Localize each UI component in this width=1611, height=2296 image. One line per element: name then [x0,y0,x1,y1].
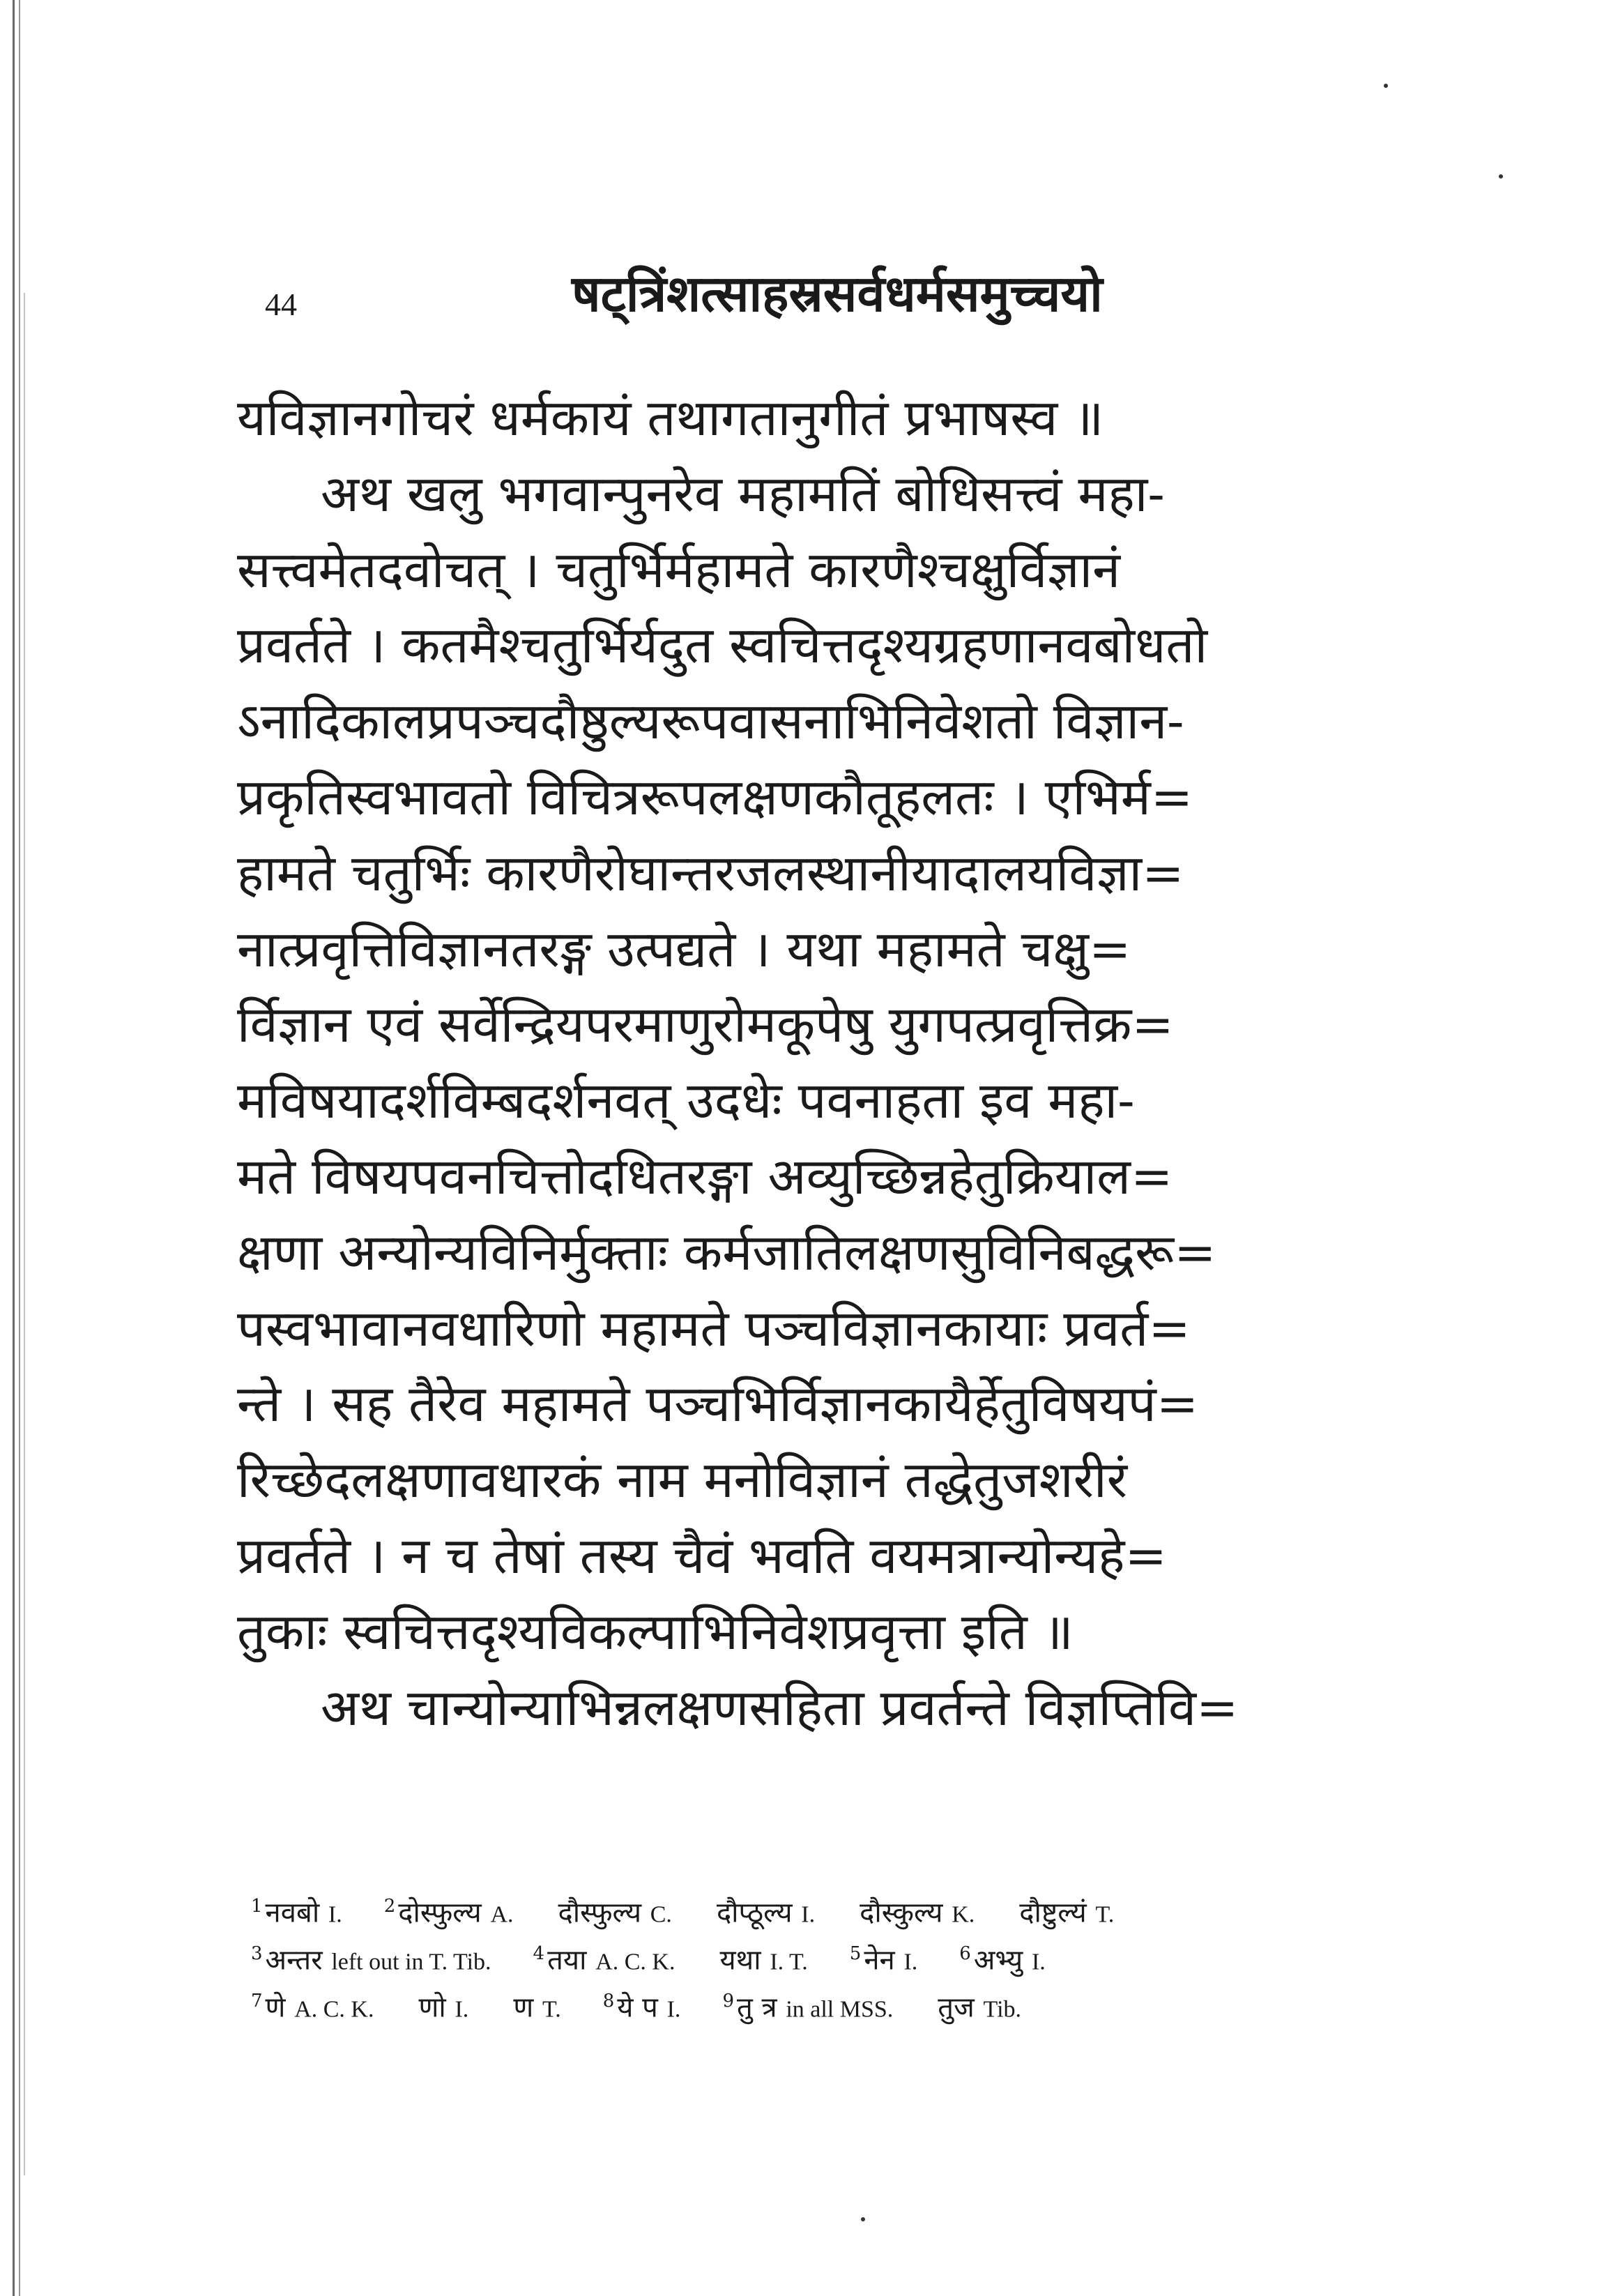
footnote-mark: 9 [722,1991,734,2012]
footnote-source: Tib. [983,1996,1022,2023]
footnote-source: C. [650,1901,672,1928]
footnote-mark: 7 [251,1991,263,2012]
print-speck [1384,84,1388,88]
footnote-source: T. [1095,1901,1115,1928]
running-head: षट्त्रिंशत्साहस्रसर्वधर्मसमुच्चयो [572,264,1103,323]
footnote-variant: अभ्यु [973,1944,1023,1977]
footnote-variant: यथा [719,1944,761,1977]
footnote-source: I. [1031,1949,1046,1975]
footnote-item [384,1883,514,1930]
footnote-item [251,1977,374,2025]
footnote-source: left out in T. Tib. [331,1949,491,1975]
text-line: प्रवर्तते । न च तेषां तस्य चैवं भवति वयमत्रान्योन्यहे= [237,1526,1167,1585]
footnote-variant: दौष्टुल्यं [1019,1896,1087,1929]
footnote-item [850,1930,918,1977]
footnote-source: I. T. [770,1949,808,1975]
footnote-variant: नेन [864,1944,895,1977]
footnote-item [533,1930,675,1977]
footnote-variant: ण [513,1991,534,2024]
footnote-mark: 6 [959,1943,971,1964]
page-number: 44 [265,287,297,322]
text-line: र्विज्ञान एवं सर्वेन्द्रियपरमाणुरोमकूपेषु युगपत्प्रवृत्तिक्र= [237,995,1174,1054]
footnote-source: I. [801,1901,816,1928]
footnotes [251,1883,1436,2025]
footnote-variant: णो [418,1991,446,2024]
footnote-item [251,1883,342,1930]
footnote-item [1016,1883,1114,1930]
footnote-item [717,1930,807,1977]
footnote-variant: तुज [938,1991,975,2024]
footnote-source: A. C. K. [595,1949,675,1975]
footnote-line [251,1977,1436,2025]
text-line: प्रवर्तते । कतमैश्चतुर्भिर्यदुत स्वचित्तदृश्यग्रहणानवबोधतो [237,616,1208,675]
footnote-item [857,1883,975,1930]
footnote-line [251,1930,1436,1977]
footnote-variant: तु त्र [736,1991,777,2024]
text-line: प्रकृतिस्वभावतो विचित्ररूपलक्षणकौतूहलतः । एभिर्म= [237,767,1193,826]
footnote-source: I. [666,1996,681,2023]
footnote-item [556,1883,672,1930]
print-speck [1499,174,1503,178]
footnote-variant: दौप्ठूल्य [716,1896,793,1929]
footnote-line [251,1883,1436,1930]
text-line: क्षणा अन्योन्यविनिर्मुक्ताः कर्मजातिलक्षणसुविनिबद्धरू= [237,1222,1216,1282]
footnote-variant: दौस्फुल्य [558,1896,642,1929]
footnote-variant: णे [265,1991,286,2024]
footnote-source: I. [328,1901,342,1928]
footnote-mark: 5 [849,1943,862,1964]
footnote-item [603,1977,681,2025]
text-line: ऽनादिकालप्रपञ्चदौष्ठुल्यरूपवासनाभिनिवेशतो विज्ञान- [237,692,1184,751]
footnote-mark: 3 [251,1943,263,1964]
footnote-item [510,1977,560,2025]
footnote-variant: दोस्फुल्य [398,1896,482,1929]
text-line: हामते चतुर्भिः कारणैरोघान्तरजलस्थानीयादालयविज्ञा= [237,843,1184,902]
text-line: नात्प्रवृत्तिविज्ञानतरङ्ग उत्पद्यते । यथा महामते चक्षु= [237,919,1131,978]
footnote-source: A. C. K. [294,1996,374,2023]
footnote-variant: अन्तर [265,1944,323,1977]
footnote-variant: तया [547,1944,587,1977]
footnote-variant: नवबो [265,1896,320,1929]
text-line: सत्त्वमेतदवोचत् । चतुर्भिर्महामते कारणैश्चक्षुर्विज्ञानं [237,540,1121,599]
footnote-mark: 4 [533,1943,545,1964]
footnote-variant: ये प [617,1991,658,2024]
footnote-item [935,1977,1021,2025]
footnote-mark: 1 [251,1896,263,1917]
footnote-source: I. [455,1996,469,2023]
print-speck [861,2217,865,2221]
footnote-mark: 2 [383,1896,396,1917]
footnote-item [959,1930,1046,1977]
text-line: मते विषयपवनचित्तोदधितरङ्गा अव्युच्छिन्नहेतुक्रियाल= [237,1146,1173,1206]
text-line: न्ते । सह तैरेव महामते पञ्चभिर्विज्ञानकायैर्हेतुविषयपं= [237,1374,1199,1434]
footnote-item [722,1977,893,2025]
footnote-item [251,1930,491,1977]
text-line: पस्वभावानवधारिणो महामते पञ्चविज्ञानकायाः प्रवर्त= [237,1298,1191,1358]
text-line: रिच्छेदलक्षणावधारकं नाम मनोविज्ञानं तद्धेतुजशरीरं [237,1450,1128,1510]
footnote-source: K. [952,1901,975,1928]
footnote-variant: दौस्कुल्य [860,1896,943,1929]
text-line: अथ चान्योन्याभिन्नलक्षणसहिता प्रवर्तन्ते विज्ञप्तिवि= [321,1678,1239,1737]
footnote-source: T. [542,1996,561,2023]
footnote-source: A. [490,1901,514,1928]
footnote-item [415,1977,468,2025]
text-line: अथ खलु भगवान्पुनरेव महामतिं बोधिसत्त्वं महा- [321,464,1165,523]
footnote-source: in all MSS. [786,1996,894,2023]
footnote-mark: 8 [602,1991,615,2012]
text-line: मविषयादर्शविम्बदर्शनवत् उदधेः पवनाहता इव महा- [237,1071,1135,1130]
footnote-source: I. [903,1949,918,1975]
text-line: तुकाः स्वचित्तदृश्यविकल्पाभिनिवेशप्रवृत्ता इति ॥ [237,1602,1074,1661]
footnote-item [714,1883,815,1930]
text-line: यविज्ञानगोचरं धर्मकायं तथागतानुगीतं प्रभाषस्व ॥ [237,388,1104,447]
page-header [265,258,1394,349]
body-text [237,380,1436,1745]
binding-edge [13,0,20,2296]
binding-shadow [24,293,25,2175]
